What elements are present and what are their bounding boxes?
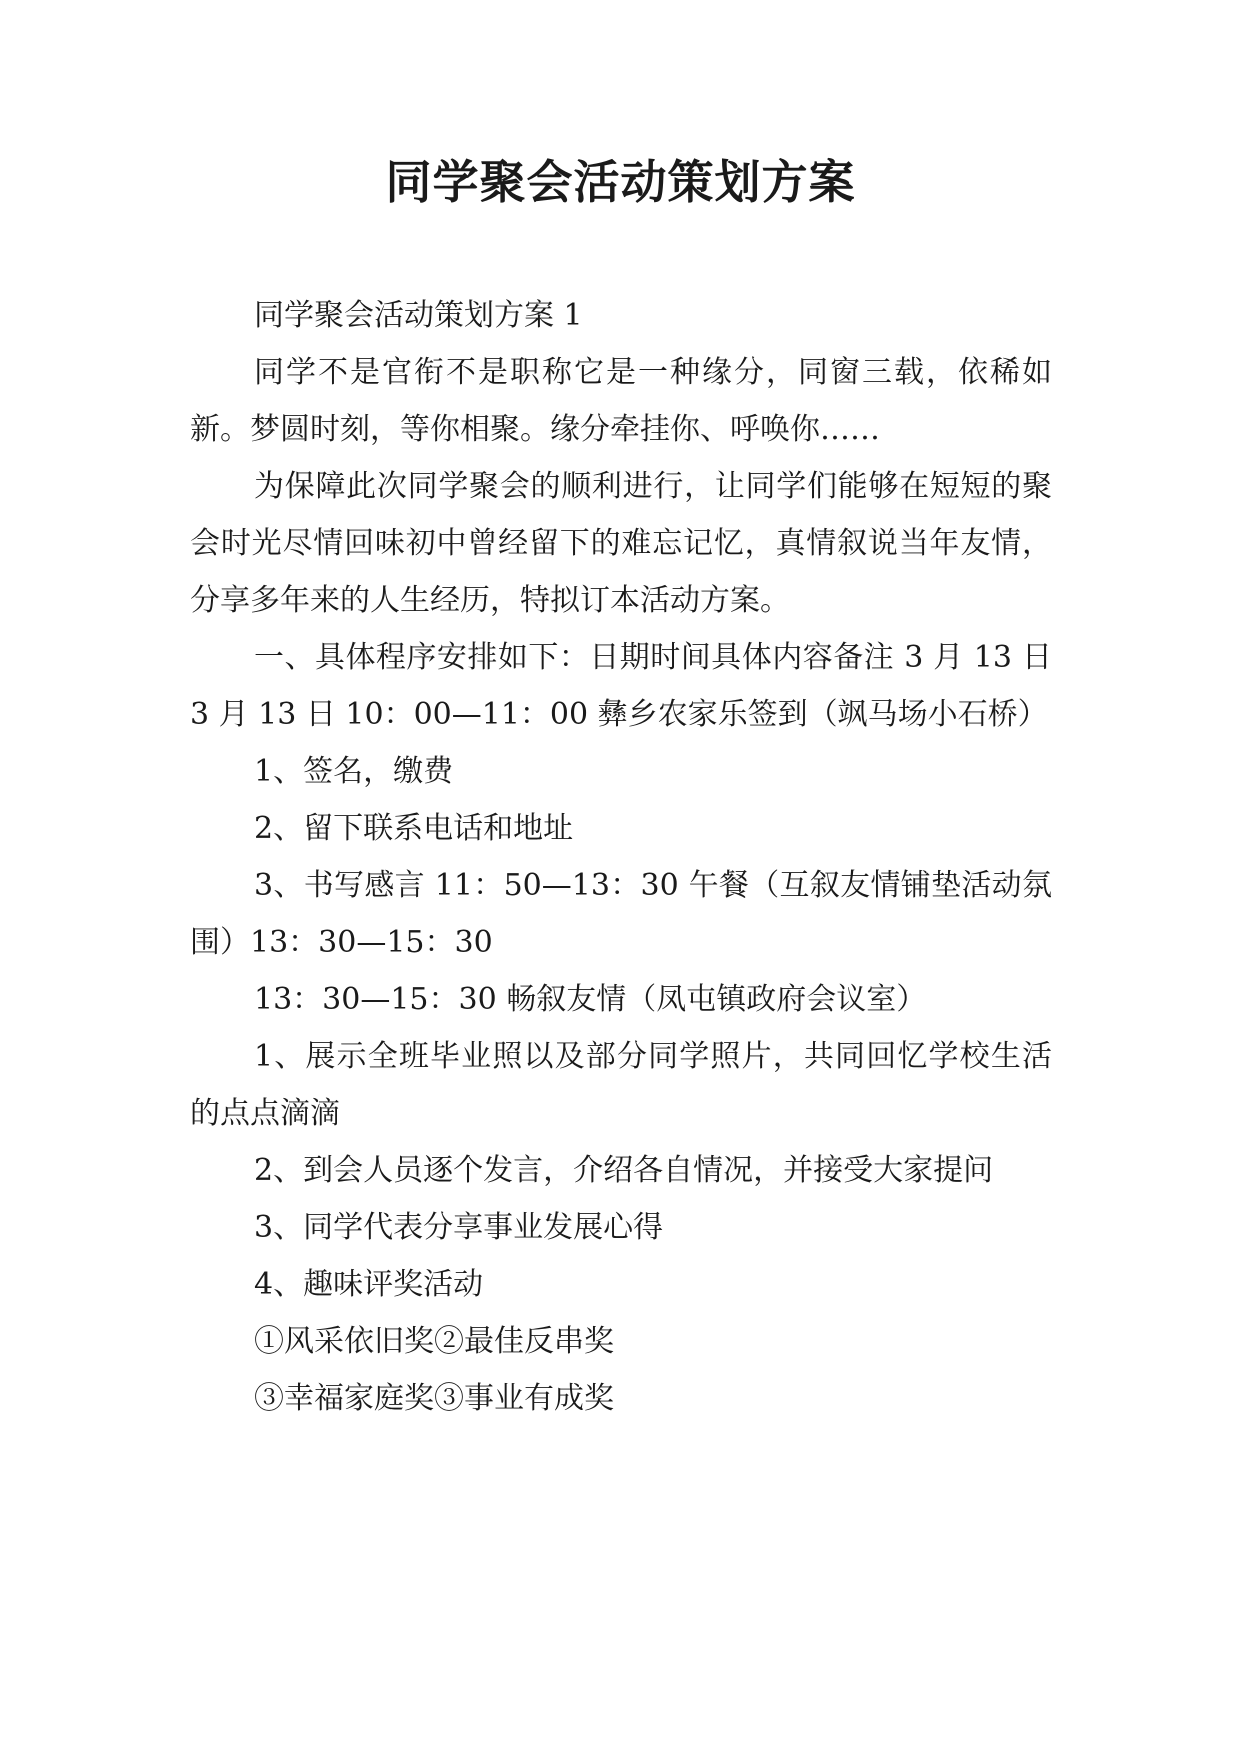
document-body: [190, 287, 1052, 1427]
award-line: ①风采依旧奖②最佳反串奖: [254, 1324, 614, 1359]
list-item: 3、同学代表分享事业发展心得: [254, 1210, 664, 1245]
list-item: 1、展示全班毕业照以及部分同学照片，共同回忆学校生活的点点滴滴: [190, 1039, 1052, 1131]
list-item: 2、到会人员逐个发言，介绍各自情况，并接受大家提问: [254, 1153, 994, 1188]
document-title: 同学聚会活动策划方案: [385, 155, 856, 209]
list-item: 3、书写感言 11：50—13：30 午餐（互叙友情铺垫活动氛围）13：30—15：30: [190, 868, 1052, 960]
schedule-paragraph: 一、具体程序安排如下：日期时间具体内容备注 3 月 13 日 3 月 13 日 10：00—11：00 彝乡农家乐签到（飒马场小石桥）: [190, 640, 1052, 732]
award-line: ③幸福家庭奖③事业有成奖: [254, 1381, 614, 1416]
schedule-paragraph: 13：30—15：30 畅叙友情（凤屯镇政府会议室）: [254, 982, 927, 1017]
purpose-paragraph: 为保障此次同学聚会的顺利进行，让同学们能够在短短的聚会时光尽情回味初中曾经留下的难忘记忆，真情叙说当年友情，分享多年来的人生经历，特拟订本活动方案。: [190, 469, 1052, 618]
section-heading: 同学聚会活动策划方案 1: [254, 298, 583, 333]
list-item: 1、签名，缴费: [254, 754, 454, 789]
list-item: 2、留下联系电话和地址: [254, 811, 574, 846]
intro-paragraph: 同学不是官衔不是职称它是一种缘分，同窗三载，依稀如新。梦圆时刻，等你相聚。缘分牵挂你、呼唤你……: [190, 355, 1052, 447]
list-item: 4、趣味评奖活动: [254, 1267, 484, 1302]
